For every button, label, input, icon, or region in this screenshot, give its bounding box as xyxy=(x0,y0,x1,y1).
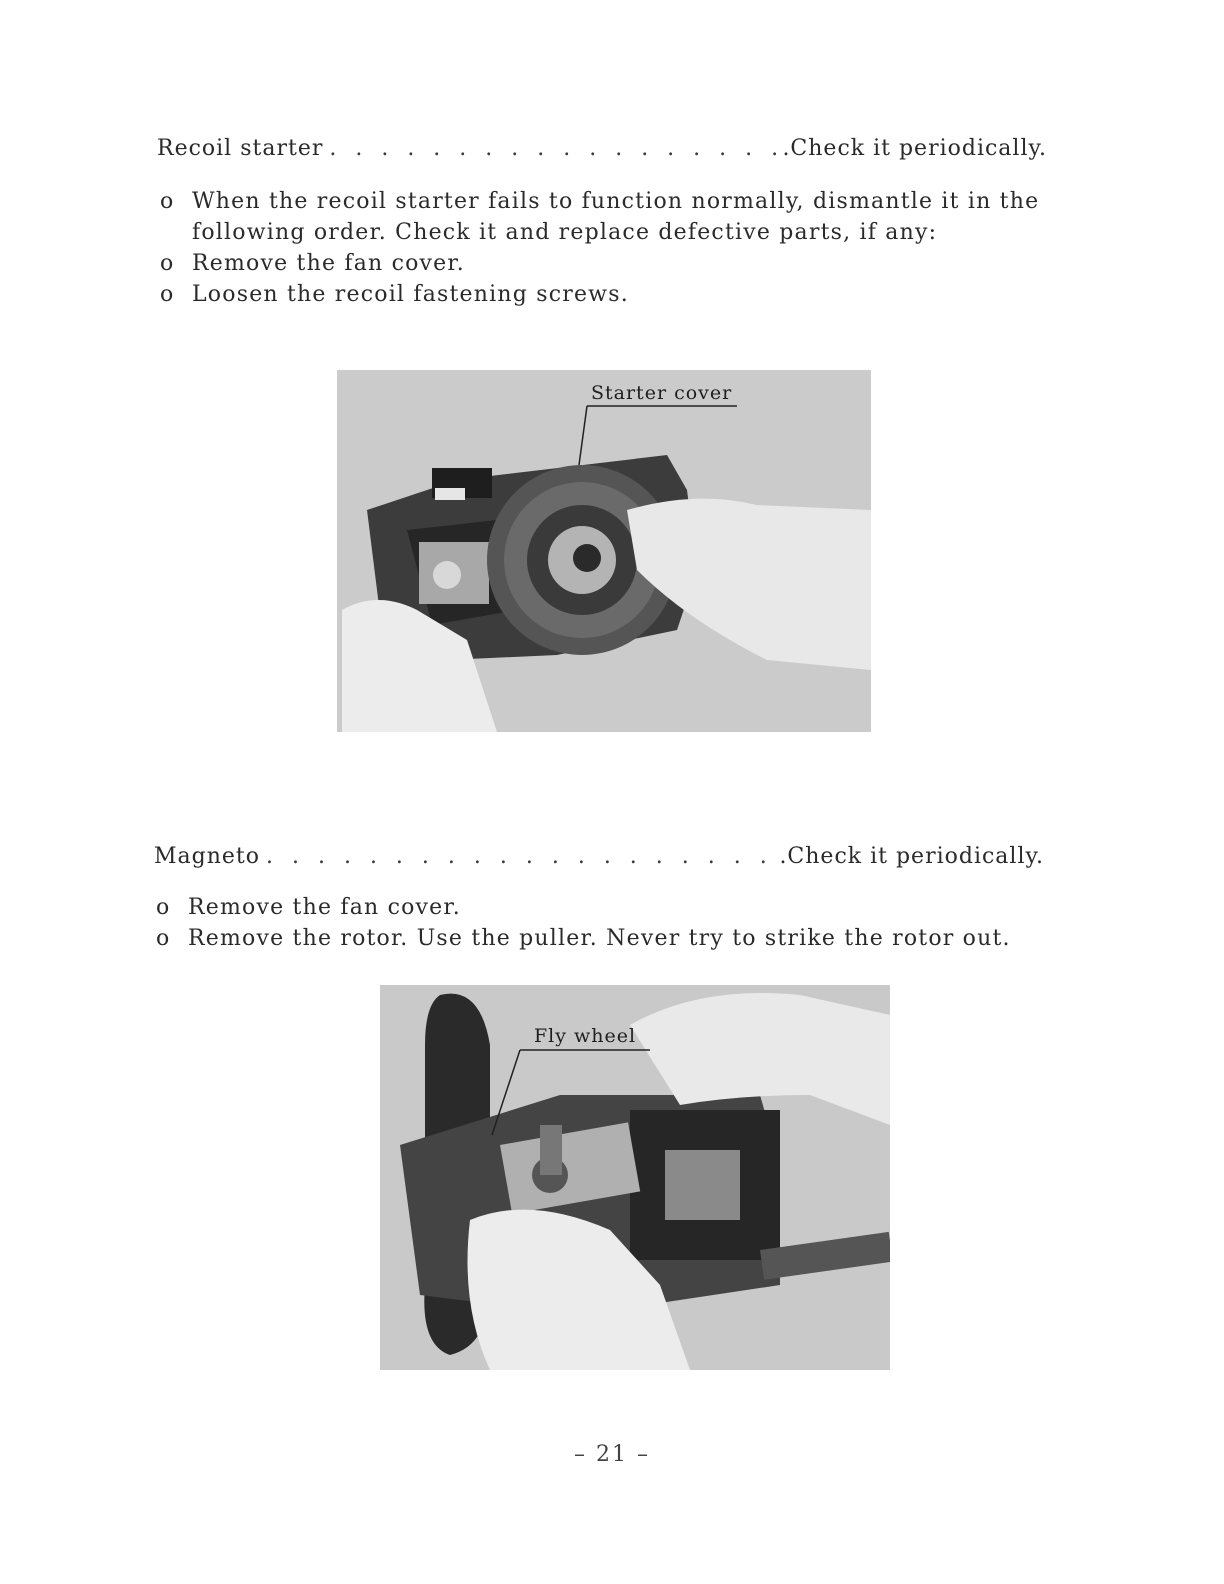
magneto-photo xyxy=(380,985,890,1370)
list-item-text: Remove the fan cover. xyxy=(192,251,465,276)
list-item-text: When the recoil starter fails to function normally, dismantle it in the following order. Check it and replace defective parts, if any: xyxy=(192,189,1040,245)
list-item xyxy=(160,186,1048,248)
recoil-starter-label: Recoil starter xyxy=(157,136,324,161)
bullet-marker: o xyxy=(156,926,171,951)
bullet-marker: o xyxy=(160,282,175,307)
list-item xyxy=(156,923,1016,954)
bullet-marker: o xyxy=(160,189,175,214)
page-number: – 21 – xyxy=(574,1442,650,1467)
dot-leader xyxy=(329,136,776,161)
list-item-text: Loosen the recoil fastening screws. xyxy=(192,282,629,307)
magneto-steps xyxy=(156,892,1016,954)
list-item xyxy=(160,279,1048,310)
starter-cover-label: Starter cover xyxy=(591,382,733,404)
bullet-marker: o xyxy=(160,251,175,276)
list-item-text: Remove the fan cover. xyxy=(188,895,461,920)
magneto-action: .Check it periodically. xyxy=(779,844,1044,869)
recoil-starter-heading xyxy=(157,136,1047,161)
dot-leader xyxy=(266,844,773,869)
fly-wheel-label: Fly wheel xyxy=(534,1025,637,1047)
list-item-text: Remove the rotor. Use the puller. Never try to strike the rotor out. xyxy=(188,926,1011,951)
magneto-heading xyxy=(154,844,1044,869)
list-item xyxy=(156,892,1016,923)
recoil-starter-steps xyxy=(160,186,1048,310)
list-item xyxy=(160,248,1048,279)
recoil-starter-action: .Check it periodically. xyxy=(782,136,1047,161)
recoil-starter-illustration xyxy=(337,370,871,732)
magneto-label: Magneto xyxy=(154,844,260,869)
bullet-marker: o xyxy=(156,895,171,920)
recoil-starter-photo xyxy=(337,370,871,732)
